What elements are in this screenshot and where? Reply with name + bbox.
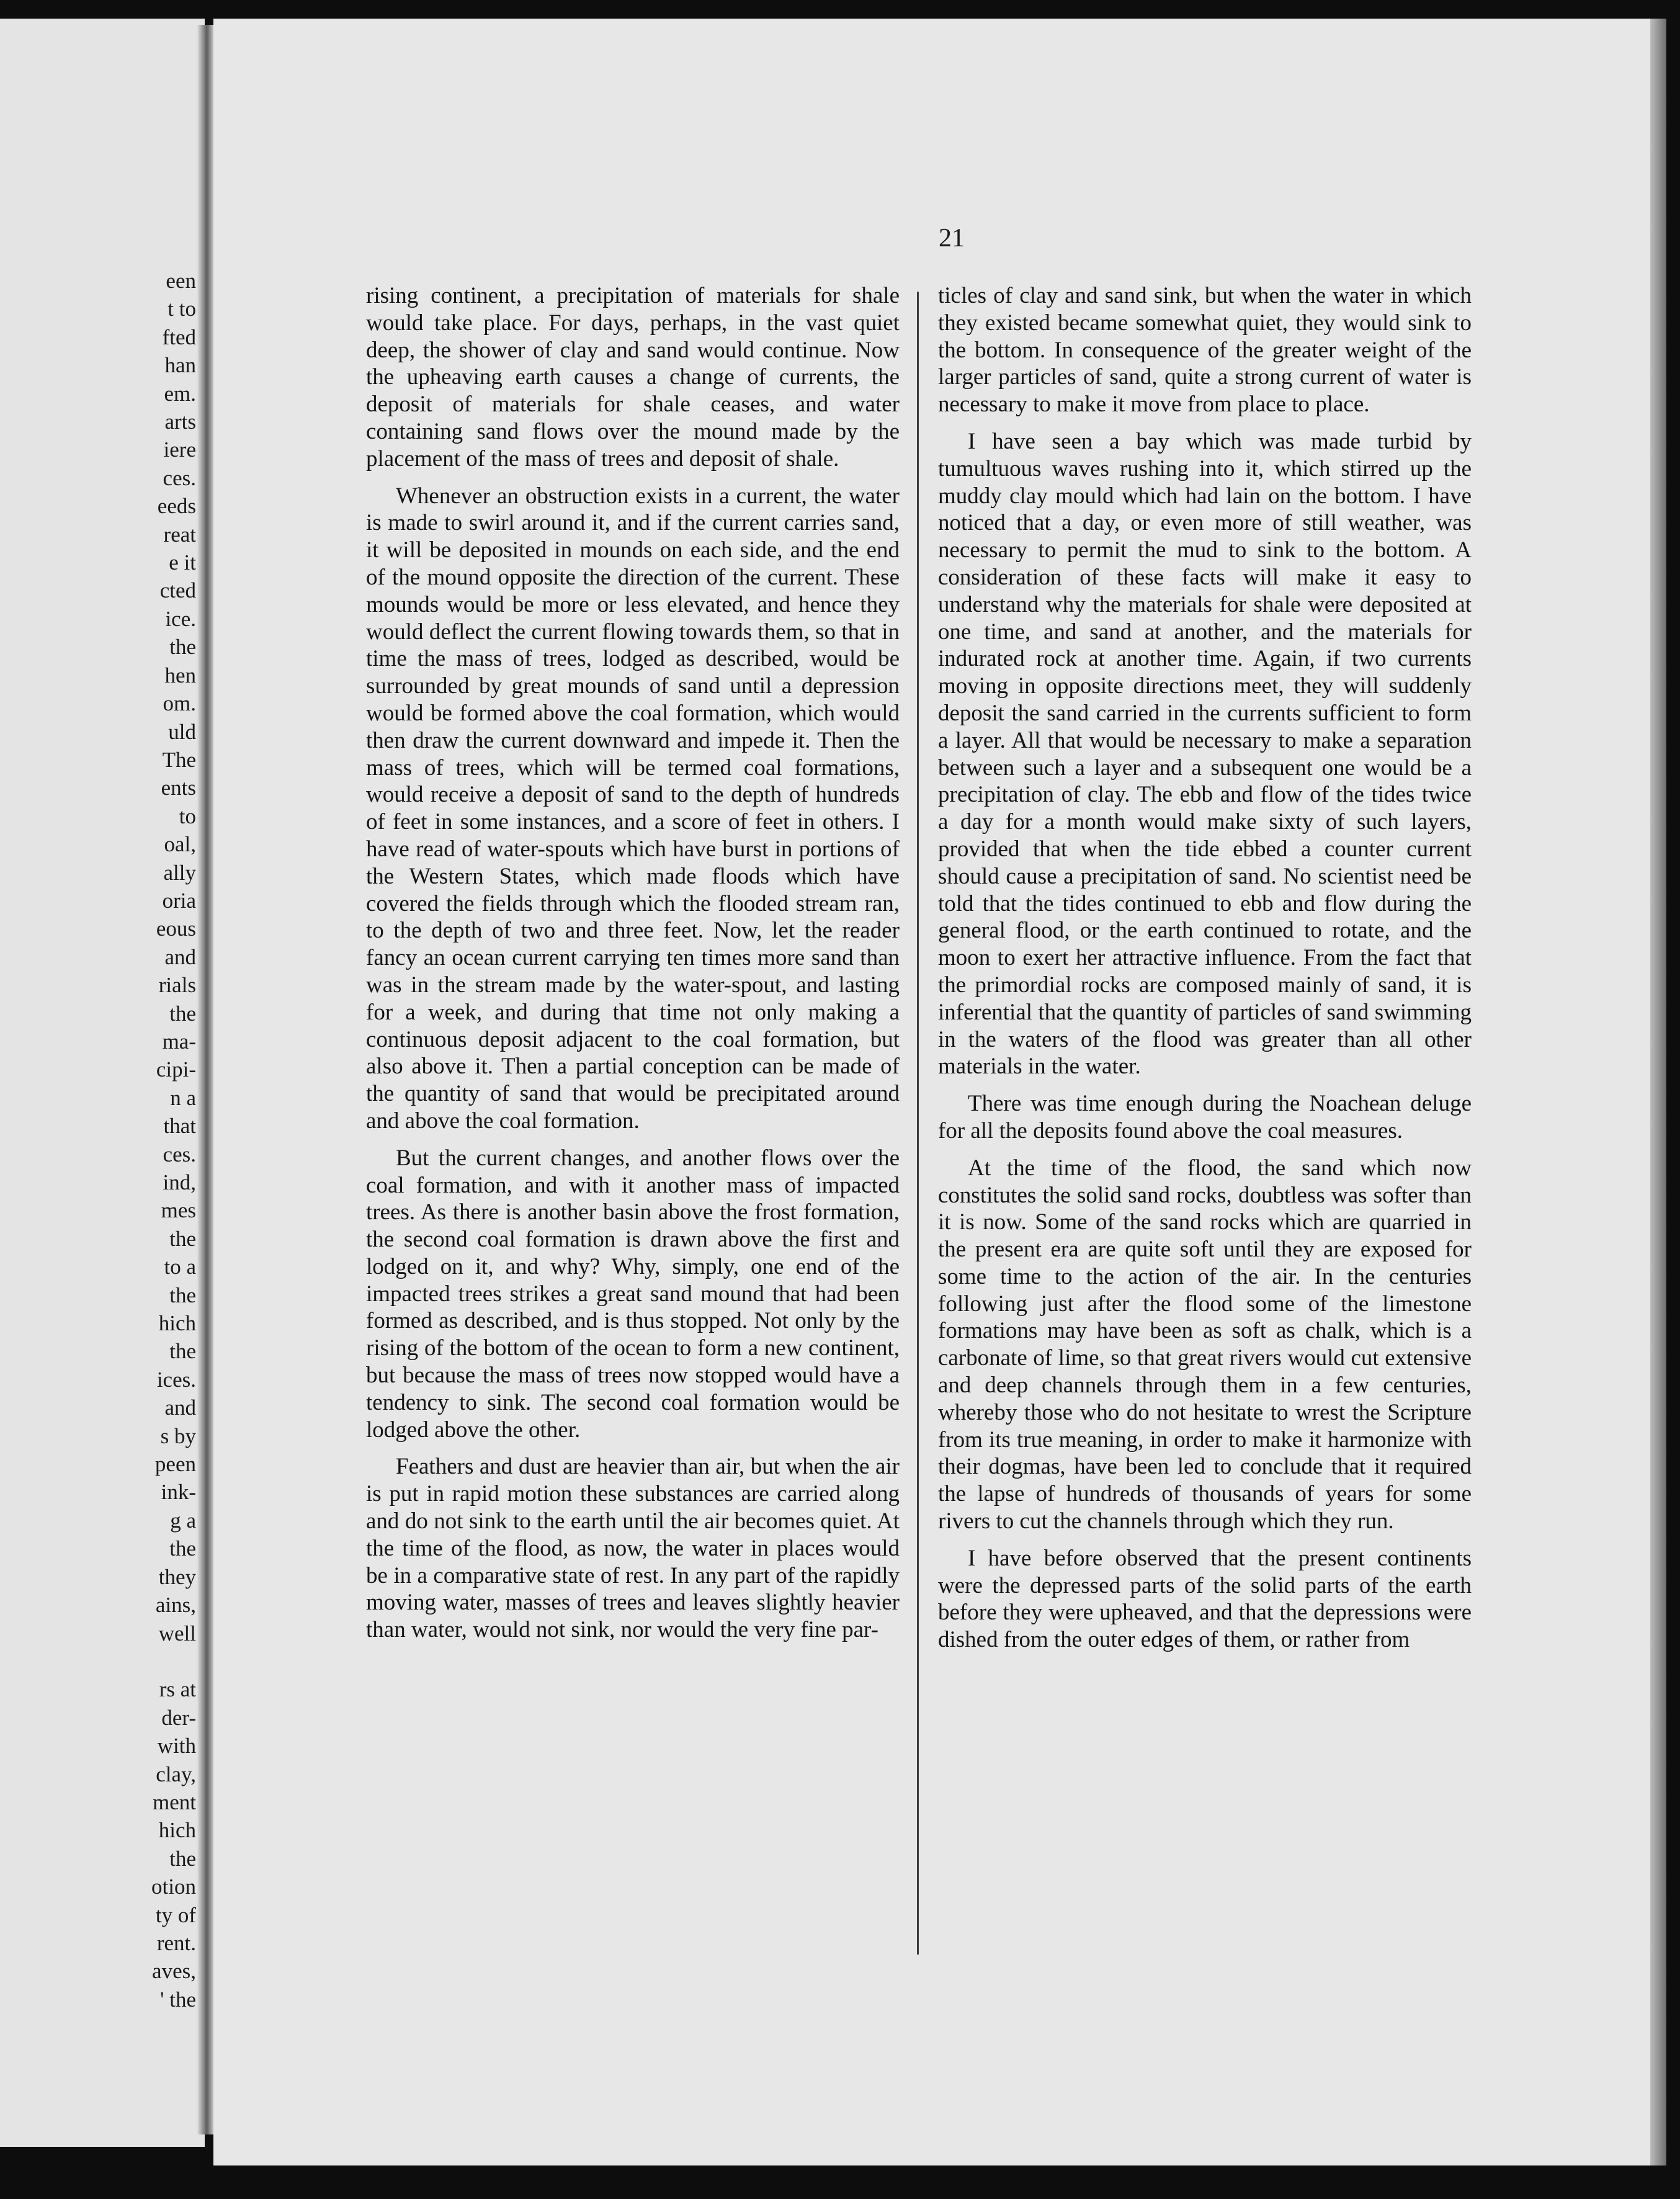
- facing-page-fragment: hich: [158, 1818, 196, 1843]
- facing-page-fragment: iere: [163, 437, 196, 462]
- facing-page-fragment: rent.: [156, 1930, 196, 1955]
- paragraph: I have seen a bay which was made turbid by tumultuous waves rushing into it, which stirred up the muddy clay mould which had lain on the bottom. I have noticed that a day, or even more of still weather, was necessary to permit the mud to sink to the bottom. A consideration of these facts will make it easy to understand why the materials for shale were deposited at one time, and sand at another, and the materials for indurated rock at another time. Again, if two currents moving in opposite directions meet, they will suddenly deposit the sand carried in the currents sufficient to form a layer. All that would be necessary to make a separation between such a layer and a subsequent one would be a precipitation of clay. The ebb and flow of the tides twice a day for a month would make sixty of such layers, provided that when the tide ebbed a counter current should cause a precipitation of sand. No scientist need be told that the tides continued to ebb and flow during the general flood, or the earth continued to rotate, and the moon to exert her attractive influence. From the fact that the primordial rocks are composed mainly of sand, it is inferential that the quantity of particles of sand swimming in the waters of the flood was greater than all other materials in the water.: [938, 428, 1472, 1080]
- facing-page-fragment: ma-: [162, 1029, 196, 1054]
- facing-page-fragment: hen: [164, 663, 196, 687]
- facing-page-fragment: cipi-: [156, 1057, 196, 1082]
- facing-page-fragment: hich: [158, 1311, 196, 1336]
- facing-page-fragment: s by: [160, 1423, 196, 1448]
- facing-page-fragment: the: [169, 1339, 196, 1364]
- facing-page-fragment: ink-: [161, 1480, 196, 1505]
- paragraph: At the time of the flood, the sand which now constitutes the solid sand rocks, doubtless was softer than it is now. Some of the sand rocks which are quarried in the present era are quite soft until they are exposed for some time to the action of the air. In the centuries following just after the flood some of the limestone formations may have been as soft as chalk, which is a carbonate of lime, so that great rivers would cut extensive and deep channels through them in a few centuries, whereby those who do not hesitate to wrest the Scripture from its true meaning, in order to make it harmonize with their dogmas, have been led to conclude that it required the lapse of hundreds of thousands of years for some rivers to cut the channels through which they run.: [938, 1155, 1472, 1534]
- right-column: [938, 282, 1472, 1654]
- facing-page-fragment: n a: [170, 1085, 196, 1110]
- facing-page-fragment: the: [169, 635, 196, 660]
- facing-page-fragment: ally: [163, 860, 196, 885]
- paragraph: Whenever an obstruction exists in a current, the water is made to swirl around it, and if the current carries sand, it will be deposited in mounds on each side, and the end of the mound opposite the direction of the current. These mounds would be more or less elevated, and hence they would deflect the current flowing towards them, so that in time the mass of trees, lodged as described, would be surrounded by great mounds of sand until a depression would be formed above the coal formation, which would then draw the current downward and impede it. Then the mass of trees, which will be termed coal formations, would receive a deposit of sand to the depth of hundreds of feet in some instances, and a score of feet in others. I have read of water-spouts which have burst in portions of the Western States, which made floods which have covered the fields through which the flooded stream ran, to the depth of two and three feet. Now, let the reader fancy an ocean current carrying ten times more sand than was in the stream made by the water-spout, and lasting for a week, and during that time not only making a continuous deposit adjacent to the coal formation, but also above it. Then a partial conception can be made of the quantity of sand that would be precipitated around and above the coal formation.: [366, 483, 900, 1134]
- paragraph: rising continent, a precipitation of materials for shale would take place. For days, perhaps, in the vast quiet deep, the shower of clay and sand would continue. Now the upheaving earth causes a change of currents, the deposit of materials for shale ceases, and water containing sand flows over the mound made by the placement of the mass of trees and deposit of shale.: [366, 283, 900, 472]
- facing-page-fragment: ains,: [155, 1593, 196, 1618]
- facing-page-fragment: eous: [156, 916, 196, 941]
- facing-page-fragment: to: [179, 804, 196, 828]
- facing-page-fragment: ces.: [163, 1142, 196, 1167]
- facing-page-fragment: otion: [151, 1874, 196, 1899]
- facing-page-fragment: the: [169, 1226, 196, 1251]
- facing-page-fragment: reat: [163, 522, 196, 547]
- facing-page-fragment: they: [158, 1564, 196, 1589]
- facing-page-fragment: ind,: [163, 1170, 196, 1194]
- facing-page-fragment: that: [163, 1114, 196, 1139]
- facing-page-fragment: uld: [168, 719, 196, 744]
- paragraph: I have before observed that the present continents were the depressed parts of the solid parts of the earth before they were upheaved, and that the depressions were dished from the outer edges of them, or rather from: [938, 1545, 1472, 1653]
- facing-page-fragment: rs at: [159, 1677, 196, 1702]
- column-divider: [917, 292, 919, 1955]
- page-number: 21: [939, 224, 965, 253]
- facing-page-fragment: g a: [170, 1508, 196, 1533]
- facing-page-fragment: ice.: [165, 606, 196, 631]
- page-edge-shadow: [1650, 19, 1666, 2165]
- facing-page-fragment: ' the: [160, 1987, 196, 2012]
- paragraph: But the current changes, and another flows over the coal formation, and with it another mass of impacted trees. As there is another basin above the frost formation, the second coal formation is drawn above the first and lodged on it, and why? Why, simply, one end of the impacted trees strikes a great sand mound that had been formed as described, and is thus stopped. Not only by the rising of the bottom of the ocean to form a new continent, but because the mass of trees now stopped would have a tendency to sink. The second coal formation would be lodged above the other.: [366, 1145, 900, 1443]
- facing-page-fragment: aves,: [152, 1959, 196, 1984]
- facing-page-fragment: ty of: [155, 1902, 196, 1927]
- facing-page-fragment: fted: [162, 325, 196, 349]
- facing-page-fragment: ces.: [163, 465, 196, 490]
- facing-page-fragment: ices.: [156, 1367, 196, 1392]
- facing-page-fragment: oria: [162, 888, 196, 913]
- facing-page-fragment: with: [157, 1734, 196, 1758]
- facing-page-fragment: arts: [164, 410, 196, 434]
- facing-page-fragment: om.: [163, 691, 196, 716]
- facing-page-fragment: rials: [158, 973, 196, 998]
- facing-page-fragment: and: [164, 944, 196, 969]
- facing-page-fragment: oal,: [164, 832, 196, 857]
- left-column: [366, 282, 900, 1644]
- facing-page-fragment: the: [169, 1001, 196, 1026]
- book-gutter: [197, 25, 215, 2134]
- paragraph: Feathers and dust are heavier than air, but when the air is put in rapid motion these substances are carried along and do not sink to the earth until the air becomes quiet. At the time of the flood, as now, the water in places would be in a comparative state of rest. In any part of the rapidly moving water, masses of trees and leaves slightly heavier than water, would not sink, nor would the very fine par-: [366, 1454, 900, 1643]
- facing-page-fragment: t to: [168, 297, 196, 321]
- paragraph: There was time enough during the Noachean deluge for all the deposits found above the coal measures.: [938, 1091, 1472, 1144]
- facing-page-fragment: well: [158, 1621, 196, 1646]
- facing-page-fragment: the: [169, 1283, 196, 1307]
- facing-page-text-fragments: [128, 267, 196, 2013]
- facing-page-fragment: mes: [161, 1198, 196, 1223]
- facing-page-fragment: The: [162, 747, 196, 772]
- facing-page-fragment: the: [169, 1846, 196, 1871]
- facing-page-fragment: e it: [169, 550, 196, 575]
- paragraph: ticles of clay and sand sink, but when the water in which they existed became somewhat quiet, they would sink to the bottom. In consequence of the greater weight of the larger particles of sand, quite a strong current of water is necessary to make it move from place to place.: [938, 283, 1472, 418]
- facing-page-fragment: to a: [164, 1255, 196, 1279]
- facing-page-fragment: der-: [161, 1705, 196, 1730]
- facing-page-fragment: clay,: [156, 1762, 196, 1786]
- facing-page-fragment: cted: [159, 578, 196, 603]
- facing-page-fragment: een: [166, 269, 196, 293]
- facing-page-fragment: peen: [154, 1452, 196, 1477]
- facing-page-fragment: the: [169, 1536, 196, 1561]
- facing-page-fragment: ment: [153, 1789, 196, 1814]
- facing-page: [0, 19, 205, 2147]
- facing-page-fragment: han: [164, 353, 196, 378]
- facing-page-fragment: em.: [164, 381, 196, 406]
- facing-page-fragment: [128, 1647, 196, 1675]
- facing-page-fragment: ents: [161, 776, 196, 800]
- facing-page-fragment: eeds: [157, 494, 196, 519]
- page: [213, 19, 1666, 2165]
- facing-page-fragment: and: [164, 1395, 196, 1420]
